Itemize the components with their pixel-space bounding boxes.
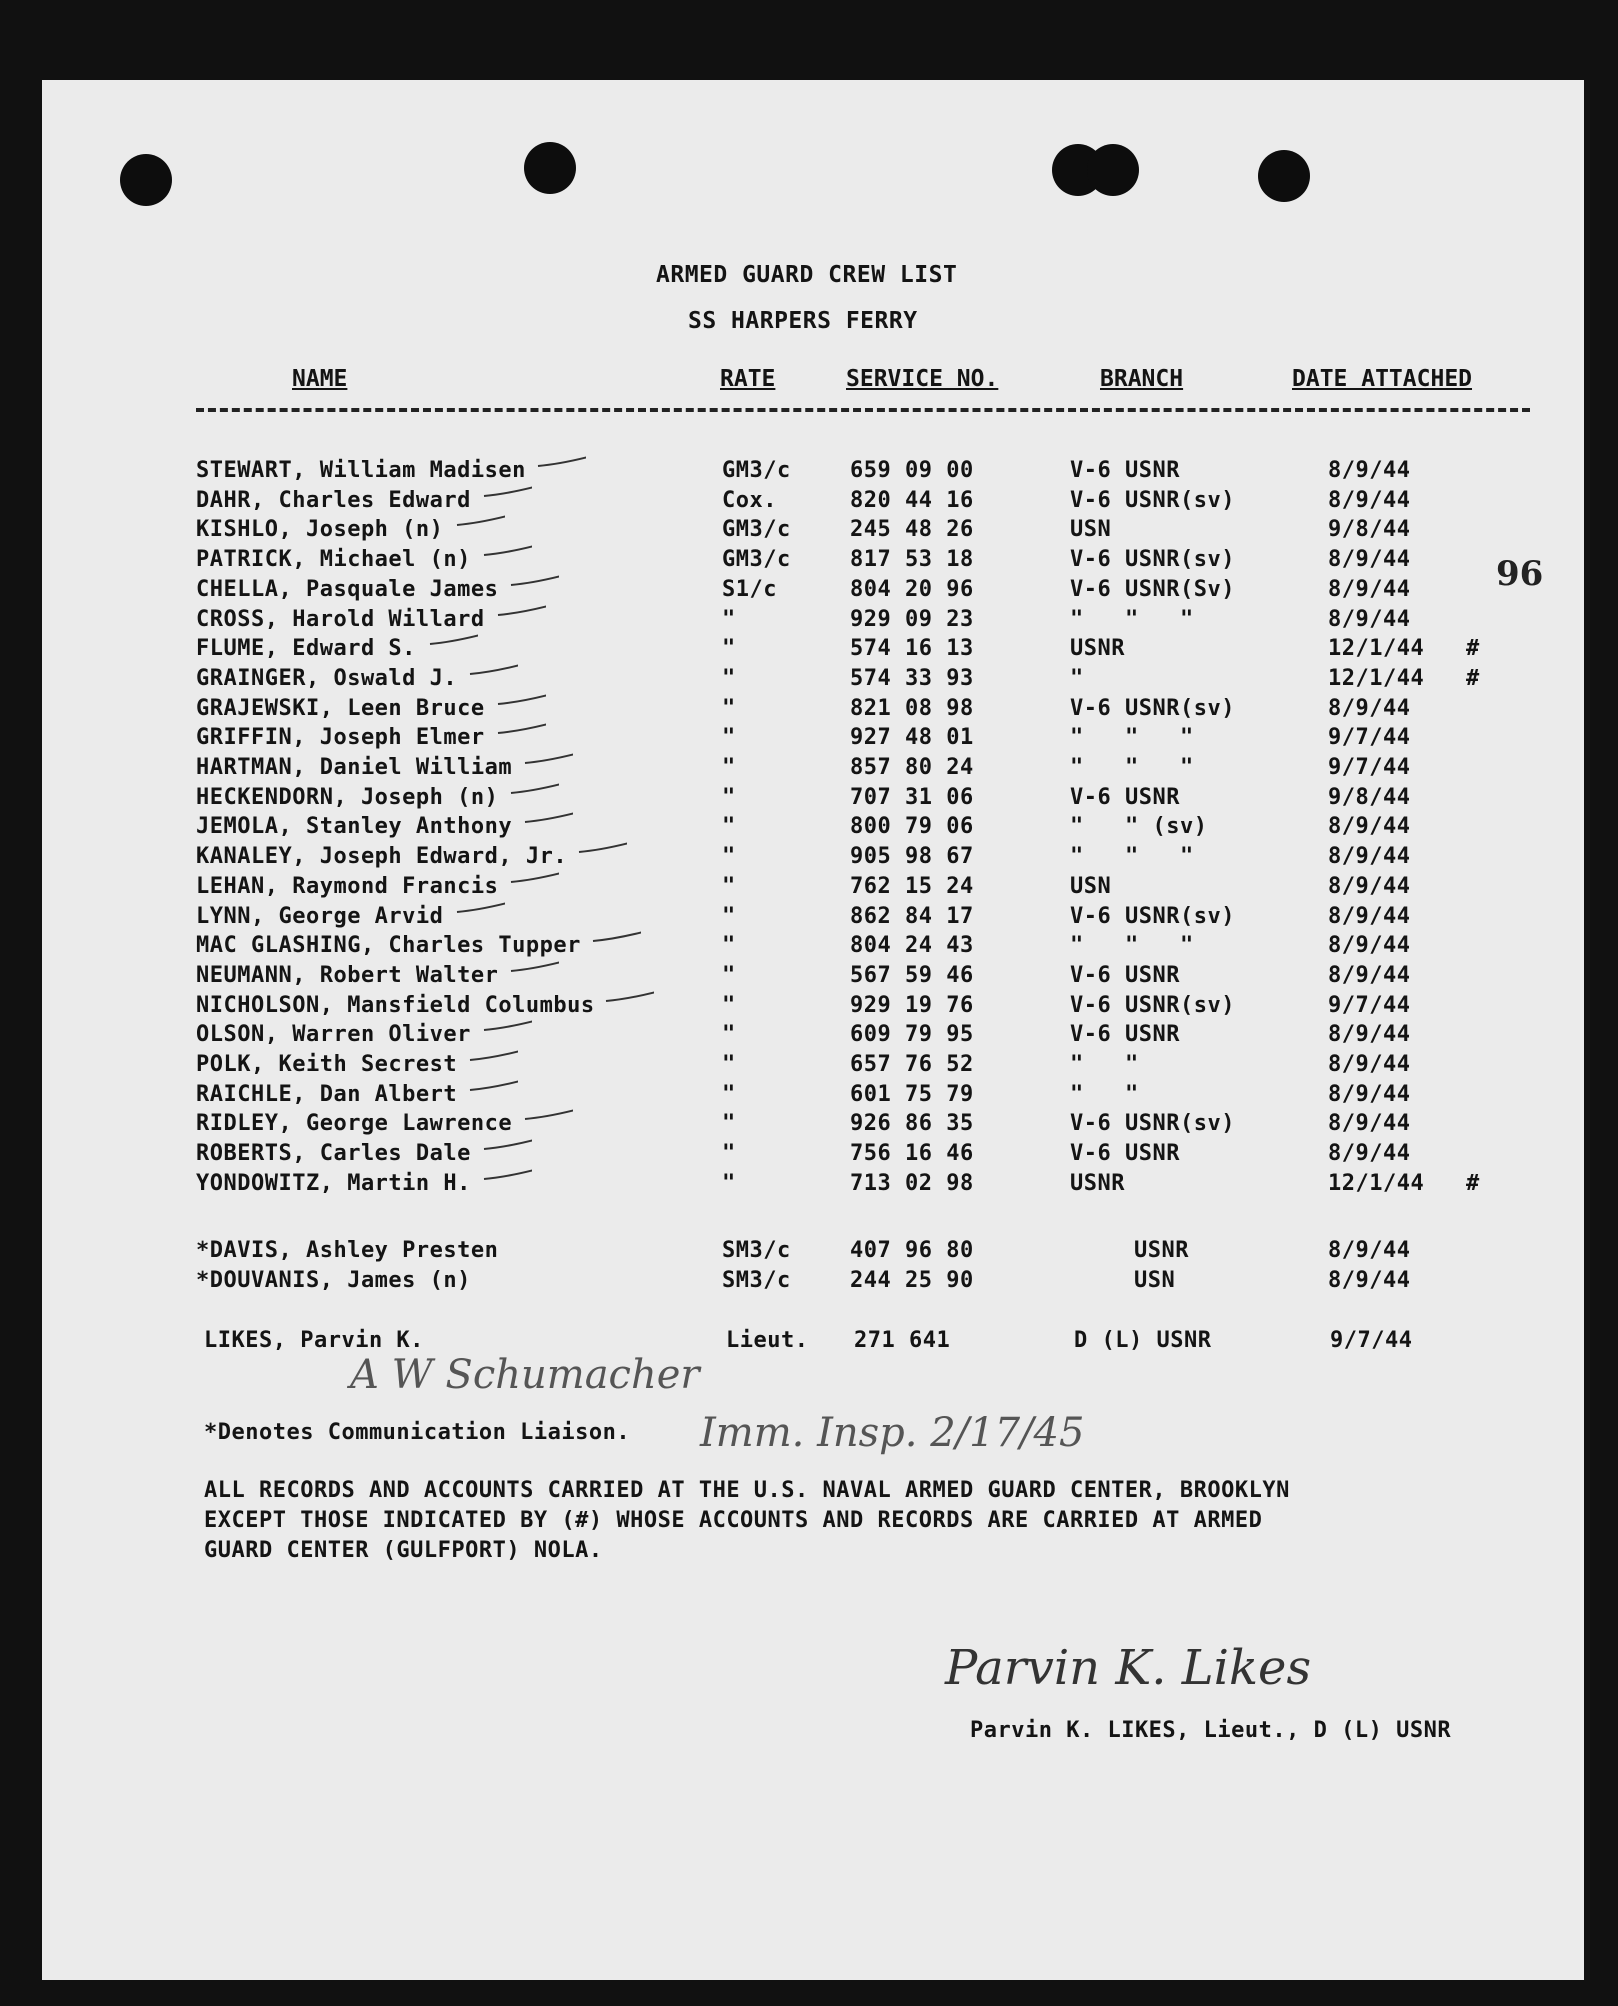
officer-service: 271 641 — [854, 1328, 951, 1353]
crew-name: DAHR, Charles Edward — [196, 487, 471, 513]
crew-branch: " " (sv) — [1070, 814, 1208, 840]
crew-date: 8/9/44 — [1328, 1141, 1411, 1167]
crew-service-no: 245 48 26 — [850, 517, 974, 543]
column-header-service-no: SERVICE NO. — [846, 366, 999, 392]
column-header-date-attached: DATE ATTACHED — [1292, 366, 1473, 392]
crew-rate: " — [722, 695, 736, 721]
crew-rate: " — [722, 992, 736, 1018]
crew-rate: " — [722, 784, 736, 810]
crew-name: KISHLO, Joseph (n) — [196, 517, 444, 543]
comm-service: 244 25 90 — [850, 1268, 974, 1293]
crew-branch: V-6 USNR(sv) — [1070, 1111, 1235, 1137]
check-mark-icon — [468, 1076, 518, 1094]
comm-branch: USNR — [1134, 1238, 1189, 1263]
crew-service-no: 820 44 16 — [850, 487, 974, 513]
crew-rate: " — [722, 873, 736, 899]
check-mark-icon — [536, 452, 586, 470]
check-mark-icon — [482, 541, 532, 559]
crew-branch: V-6 USNR — [1070, 1022, 1180, 1048]
check-mark-icon — [523, 808, 573, 826]
crew-service-no: 762 15 24 — [850, 873, 974, 899]
crew-name: POLK, Keith Secrest — [196, 1052, 458, 1077]
officer-name: LIKES, Parvin K. — [204, 1328, 424, 1353]
crew-date: 8/9/44 — [1328, 1022, 1411, 1048]
check-mark-icon — [523, 749, 573, 767]
crew-gulfport-mark: # — [1466, 665, 1480, 691]
crew-date: 8/9/44 — [1328, 814, 1411, 840]
check-mark-icon — [496, 601, 546, 619]
crew-date: 8/9/44 — [1328, 1052, 1411, 1077]
crew-branch: V-6 USNR(sv) — [1070, 695, 1235, 721]
crew-rate: " — [722, 962, 736, 988]
crew-date: 8/9/44 — [1328, 576, 1411, 602]
crew-rate: " — [722, 1141, 736, 1167]
crew-name: GRAJEWSKI, Leen Bruce — [196, 695, 485, 721]
check-mark-icon — [496, 690, 546, 708]
crew-rate: " — [722, 665, 736, 691]
handwritten-signature: Parvin K. Likes — [945, 1640, 1312, 1696]
officer-branch: D (L) USNR — [1074, 1328, 1212, 1353]
check-mark-icon — [428, 630, 478, 648]
crew-name: STEWART, William Madisen — [196, 458, 526, 483]
crew-service-no: 707 31 06 — [850, 784, 974, 810]
check-mark-icon — [455, 511, 505, 529]
crew-name: KANALEY, Joseph Edward, Jr. — [196, 844, 568, 870]
crew-service-no: 862 84 17 — [850, 903, 974, 929]
crew-rate: GM3/c — [722, 458, 791, 483]
crew-branch: USNR — [1070, 1170, 1125, 1196]
crew-branch: V-6 USNR — [1070, 962, 1180, 988]
crew-date: 9/8/44 — [1328, 784, 1411, 810]
crew-service-no: 574 33 93 — [850, 665, 974, 691]
crew-date: 8/9/44 — [1328, 606, 1411, 632]
crew-date: 8/9/44 — [1328, 547, 1411, 573]
crew-name: RIDLEY, George Lawrence — [196, 1111, 513, 1137]
crew-service-no: 905 98 67 — [850, 844, 974, 870]
crew-rate: GM3/c — [722, 547, 791, 573]
crew-service-no: 609 79 95 — [850, 1022, 974, 1048]
crew-service-no: 926 86 35 — [850, 1111, 974, 1137]
crew-name: HARTMAN, Daniel William — [196, 755, 513, 780]
comm-name: *DOUVANIS, James (n) — [196, 1268, 471, 1293]
crew-name: OLSON, Warren Oliver — [196, 1022, 471, 1048]
handwritten-inspection: Imm. Insp. 2/17/45 — [700, 1410, 1085, 1456]
crew-service-no: 800 79 06 — [850, 814, 974, 840]
crew-rate: " — [722, 636, 736, 662]
crew-branch: " " " — [1070, 725, 1194, 751]
crew-name: FLUME, Edward S. — [196, 636, 416, 662]
crew-name: LEHAN, Raymond Francis — [196, 873, 499, 899]
crew-rate: " — [722, 1111, 736, 1137]
crew-service-no: 657 76 52 — [850, 1052, 974, 1077]
crew-rate: " — [722, 844, 736, 870]
crew-branch: " " — [1070, 1052, 1139, 1077]
crew-date: 8/9/44 — [1328, 844, 1411, 870]
crew-name: CROSS, Harold Willard — [196, 606, 485, 632]
crew-branch: USN — [1070, 517, 1112, 543]
crew-branch: " " " — [1070, 844, 1194, 870]
crew-name: NICHOLSON, Mansfield Columbus — [196, 992, 595, 1018]
crew-date: 9/7/44 — [1328, 992, 1411, 1018]
punch-hole — [1258, 150, 1310, 202]
crew-name: GRAINGER, Oswald J. — [196, 665, 458, 691]
records-note: GUARD CENTER (GULFPORT) NOLA. — [204, 1538, 603, 1563]
check-mark-icon — [604, 987, 654, 1005]
document-title: ARMED GUARD CREW LIST — [656, 262, 958, 288]
crew-name: RAICHLE, Dan Albert — [196, 1081, 458, 1107]
crew-branch: V-6 USNR — [1070, 1141, 1180, 1167]
check-mark-icon — [509, 779, 559, 797]
comm-rate: SM3/c — [722, 1268, 791, 1293]
comm-rate: SM3/c — [722, 1238, 791, 1263]
crew-rate: " — [722, 1170, 736, 1196]
crew-name: ROBERTS, Carles Dale — [196, 1141, 471, 1167]
comm-date: 8/9/44 — [1328, 1268, 1411, 1293]
crew-service-no: 601 75 79 — [850, 1081, 974, 1107]
signature-block: Parvin K. LIKES, Lieut., D (L) USNR — [970, 1718, 1452, 1743]
crew-service-no: 929 19 76 — [850, 992, 974, 1018]
crew-date: 8/9/44 — [1328, 487, 1411, 513]
crew-branch: V-6 USNR(Sv) — [1070, 576, 1235, 602]
crew-branch: V-6 USNR(sv) — [1070, 992, 1235, 1018]
crew-branch: " " " — [1070, 755, 1194, 780]
crew-rate: " — [722, 903, 736, 929]
check-mark-icon — [509, 957, 559, 975]
crew-rate: " — [722, 814, 736, 840]
comm-branch: USN — [1134, 1268, 1176, 1293]
crew-branch: USN — [1070, 873, 1112, 899]
crew-service-no: 817 53 18 — [850, 547, 974, 573]
crew-name: MAC GLASHING, Charles Tupper — [196, 933, 581, 959]
crew-rate: " — [722, 1022, 736, 1048]
check-mark-icon — [577, 838, 627, 856]
crew-rate: Cox. — [722, 487, 777, 513]
crew-name: GRIFFIN, Joseph Elmer — [196, 725, 485, 751]
crew-branch: V-6 USNR(sv) — [1070, 903, 1235, 929]
crew-service-no: 821 08 98 — [850, 695, 974, 721]
comm-service: 407 96 80 — [850, 1238, 974, 1263]
crew-rate: " — [722, 606, 736, 632]
crew-name: JEMOLA, Stanley Anthony — [196, 814, 513, 840]
crew-date: 12/1/44 — [1328, 1170, 1425, 1196]
crew-service-no: 713 02 98 — [850, 1170, 974, 1196]
crew-date: 8/9/44 — [1328, 1081, 1411, 1107]
officer-date: 9/7/44 — [1330, 1328, 1413, 1353]
document-subtitle: SS HARPERS FERRY — [688, 308, 918, 334]
crew-service-no: 929 09 23 — [850, 606, 974, 632]
check-mark-icon — [591, 927, 641, 945]
crew-rate: " — [722, 725, 736, 751]
footnote: *Denotes Communication Liaison. — [204, 1420, 631, 1445]
column-header-rate: RATE — [720, 366, 776, 392]
crew-branch: V-6 USNR — [1070, 784, 1180, 810]
check-mark-icon — [523, 1105, 573, 1123]
crew-branch: V-6 USNR — [1070, 458, 1180, 483]
column-header-branch: BRANCH — [1100, 366, 1184, 392]
check-mark-icon — [468, 660, 518, 678]
crew-name: YONDOWITZ, Martin H. — [196, 1170, 471, 1196]
check-mark-icon — [482, 1016, 532, 1034]
crew-date: 8/9/44 — [1328, 933, 1411, 959]
crew-branch: " " " — [1070, 933, 1194, 959]
check-mark-icon — [509, 868, 559, 886]
crew-gulfport-mark: # — [1466, 1170, 1480, 1196]
crew-branch: V-6 USNR(sv) — [1070, 547, 1235, 573]
check-mark-icon — [509, 571, 559, 589]
crew-name: LYNN, George Arvid — [196, 903, 444, 929]
crew-name: PATRICK, Michael (n) — [196, 547, 471, 573]
crew-rate: S1/c — [722, 576, 777, 602]
crew-name: NEUMANN, Robert Walter — [196, 962, 499, 988]
crew-name: HECKENDORN, Joseph (n) — [196, 784, 499, 810]
crew-service-no: 804 24 43 — [850, 933, 974, 959]
crew-rate: " — [722, 755, 736, 780]
crew-service-no: 804 20 96 — [850, 576, 974, 602]
crew-date: 12/1/44 — [1328, 665, 1425, 691]
check-mark-icon — [482, 482, 532, 500]
crew-rate: " — [722, 933, 736, 959]
crew-date: 8/9/44 — [1328, 903, 1411, 929]
crew-date: 9/7/44 — [1328, 755, 1411, 780]
crew-service-no: 857 80 24 — [850, 755, 974, 780]
check-mark-icon — [482, 1135, 532, 1153]
crew-date: 9/7/44 — [1328, 725, 1411, 751]
crew-date: 8/9/44 — [1328, 962, 1411, 988]
crew-rate: " — [722, 1052, 736, 1077]
check-mark-icon — [496, 719, 546, 737]
crew-rate: " — [722, 1081, 736, 1107]
officer-rate: Lieut. — [726, 1328, 809, 1353]
crew-service-no: 567 59 46 — [850, 962, 974, 988]
check-mark-icon — [455, 898, 505, 916]
page-number: 96 — [1496, 554, 1544, 594]
crew-branch: " — [1070, 665, 1084, 691]
crew-branch: USNR — [1070, 636, 1125, 662]
crew-date: 8/9/44 — [1328, 873, 1411, 899]
header-divider — [196, 408, 1530, 412]
records-note: EXCEPT THOSE INDICATED BY (#) WHOSE ACCOUNTS AND RECORDS ARE CARRIED AT ARMED — [204, 1508, 1263, 1533]
crew-date: 8/9/44 — [1328, 695, 1411, 721]
crew-rate: GM3/c — [722, 517, 791, 543]
crew-date: 12/1/44 — [1328, 636, 1425, 662]
crew-branch: " " — [1070, 1081, 1139, 1107]
comm-date: 8/9/44 — [1328, 1238, 1411, 1263]
check-mark-icon — [468, 1046, 518, 1064]
crew-date: 8/9/44 — [1328, 458, 1411, 483]
punch-hole — [120, 154, 172, 206]
crew-service-no: 927 48 01 — [850, 725, 974, 751]
crew-branch: " " " — [1070, 606, 1194, 632]
crew-date: 8/9/44 — [1328, 1111, 1411, 1137]
crew-date: 9/8/44 — [1328, 517, 1411, 543]
crew-branch: V-6 USNR(sv) — [1070, 487, 1235, 513]
punch-hole — [524, 142, 576, 194]
column-header-name: NAME — [292, 366, 348, 392]
handwritten-inspector: A W Schumacher — [350, 1352, 700, 1398]
crew-name: CHELLA, Pasquale James — [196, 576, 499, 602]
punch-hole — [1087, 144, 1139, 196]
crew-service-no: 574 16 13 — [850, 636, 974, 662]
records-note: ALL RECORDS AND ACCOUNTS CARRIED AT THE U.S. NAVAL ARMED GUARD CENTER, BROOKLYN — [204, 1478, 1290, 1503]
comm-name: *DAVIS, Ashley Presten — [196, 1238, 499, 1263]
crew-service-no: 659 09 00 — [850, 458, 974, 483]
crew-service-no: 756 16 46 — [850, 1141, 974, 1167]
check-mark-icon — [482, 1165, 532, 1183]
crew-gulfport-mark: # — [1466, 636, 1480, 662]
